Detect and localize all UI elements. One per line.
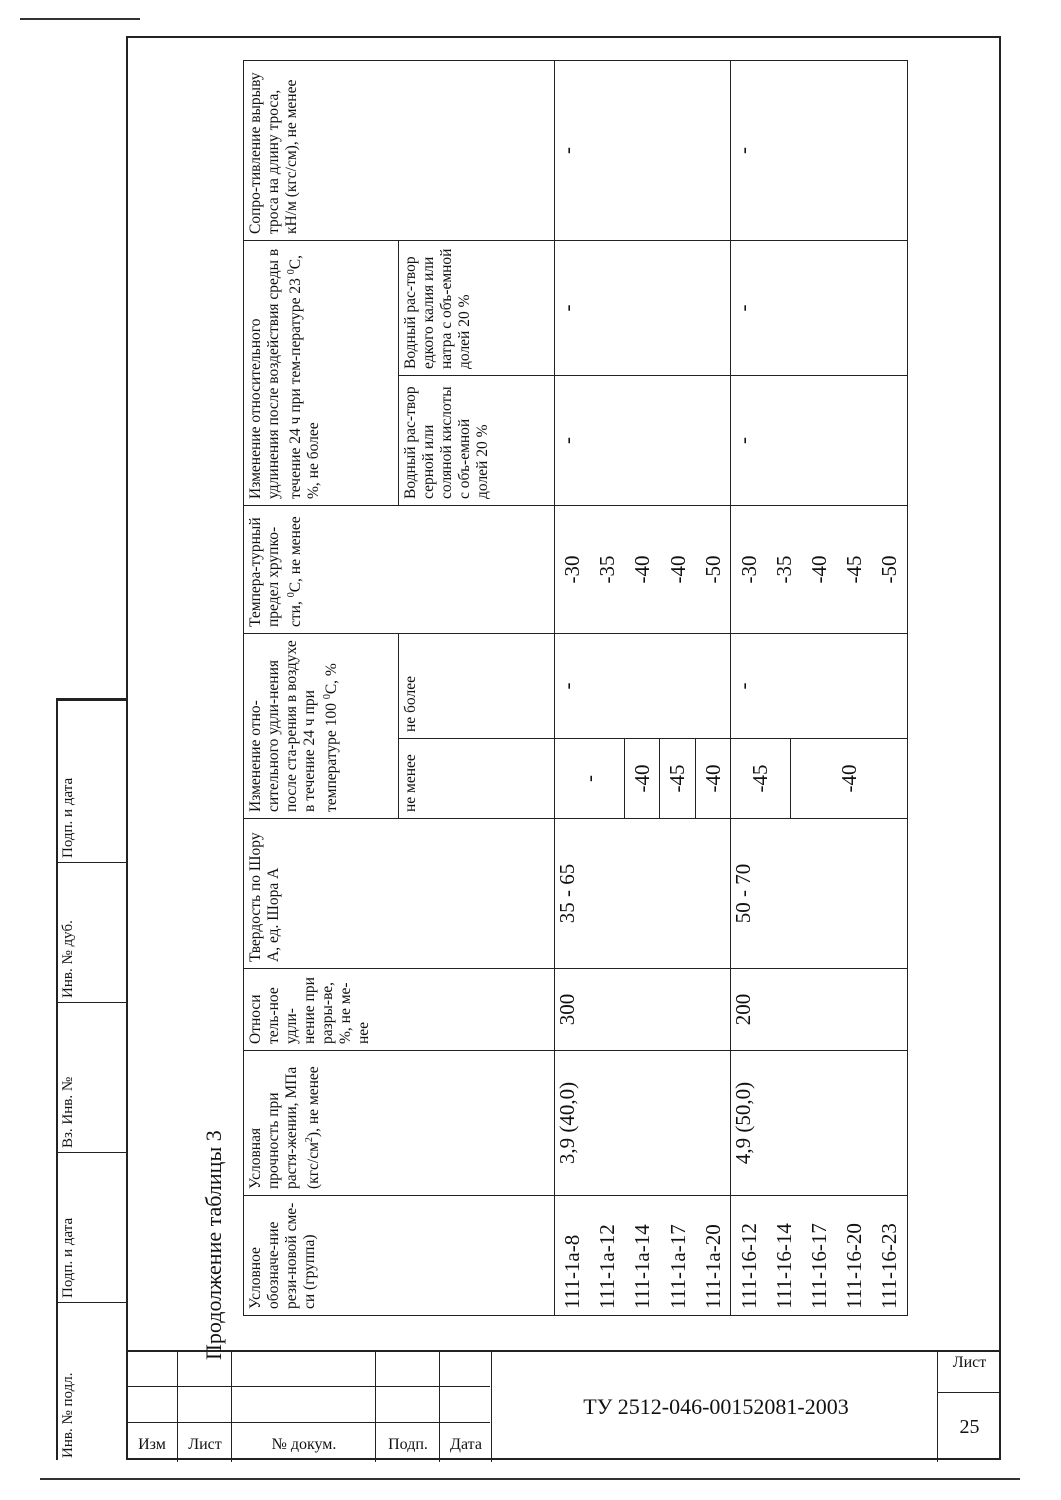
- rotated-table-area: [201, 60, 1013, 1400]
- code: 111-16-23: [877, 1223, 902, 1309]
- group2-alkali: -: [731, 240, 908, 375]
- group2-elongation: 200: [731, 969, 908, 1051]
- brittleness-value: -40: [807, 555, 832, 584]
- tb-label-podp: Подп.: [388, 1436, 428, 1453]
- group1-hardness: 35 - 65: [554, 819, 731, 969]
- hdr-elongation: Относи тель-ное удли-нение при разры-ве, %, не ме-нее: [244, 969, 555, 1051]
- group1-codes: [555, 1196, 731, 1315]
- brittleness-value: -50: [877, 555, 902, 584]
- hdr-strength: Условная прочность при растя-жении, МПа $(кгс/см^2)$, не менее: [244, 1051, 555, 1196]
- hdr-chem: Изменение относительного удлинения после воздействия среды в течение 24 ч при тем-пературе 23 $^0$С, %, не более: [244, 240, 399, 505]
- sheet-label: Лист: [952, 1354, 987, 1371]
- tb-row-line: [126, 1386, 490, 1387]
- group1-tearout: -: [554, 60, 731, 240]
- group1-strength: 3,9 (40,0): [554, 1051, 731, 1196]
- strip-vz-inv: Вз. Инв. №: [58, 1002, 128, 1152]
- strip-inv-dub: Инв. № дуб.: [58, 862, 128, 1002]
- hdr-air-min: не менее: [399, 739, 554, 819]
- code: 111-1а-8: [560, 1234, 585, 1309]
- group2-tearout: -: [731, 60, 908, 240]
- table-row: [554, 60, 731, 1315]
- tb-label-data: Дата: [450, 1436, 482, 1453]
- group2-air-max: -: [731, 633, 908, 738]
- table-caption: Продолжение таблицы 3: [201, 1130, 226, 1360]
- air-min-value: -: [577, 775, 602, 782]
- brittleness-value: -50: [700, 555, 725, 584]
- code: 111-1а-14: [630, 1224, 655, 1309]
- air-min-value: -40: [624, 739, 660, 818]
- brittleness-value: -30: [736, 555, 761, 584]
- air-min-value: -45: [659, 739, 695, 818]
- hdr-chem-acid: Водный рас-твор серной или соляной кислоты с объ-емной долей 20 %: [399, 375, 554, 505]
- group1-brittleness: [555, 506, 731, 633]
- code: 111-16-20: [842, 1223, 867, 1309]
- hdr-brittleness: Темпера-турный предел хрупко-сти, $^0$С, не менее: [244, 505, 555, 633]
- brittleness-value: -40: [665, 555, 690, 584]
- strip-podp-data-2: Подп. и дата: [58, 700, 128, 862]
- brittleness-value: -40: [630, 555, 655, 584]
- sheet-number: 25: [938, 1392, 1001, 1461]
- group1-elongation: 300: [554, 969, 731, 1051]
- hdr-designation: Условное обозначе-ние рези-новой сме-си (группа): [244, 1196, 555, 1316]
- hdr-air-aging: Изменение отно-сительного удли-нения после ста-рения в воздухе в течение 24 ч при температуре 100 $^0$С, %: [244, 633, 399, 818]
- brittleness-value: -35: [771, 555, 796, 584]
- code: 111-16-17: [807, 1223, 832, 1309]
- strip-podp-data-1: Подп. и дата: [58, 1152, 128, 1302]
- group2-codes: [731, 1196, 907, 1315]
- air-min-value: -40: [695, 739, 731, 818]
- scan-line-top: [20, 18, 140, 20]
- code: 111-16-14: [771, 1223, 796, 1309]
- tb-row-line: [126, 1422, 490, 1423]
- group2-strength: 4,9 (50,0): [731, 1051, 908, 1196]
- scan-line-bottom: [40, 1478, 1020, 1480]
- tb-label-izm: Изм: [138, 1436, 166, 1453]
- hdr-air-max: не более: [399, 633, 554, 738]
- tb-label-docno: № докум.: [271, 1436, 337, 1453]
- air-min-value: -45: [748, 764, 773, 793]
- group1-acid: -: [554, 375, 731, 505]
- spec-table: [243, 60, 908, 1316]
- brittleness-value: -30: [560, 555, 585, 584]
- group1-air-max: -: [554, 633, 731, 738]
- hdr-hardness: Твердость по Шору А, ед. Шора А: [244, 819, 555, 969]
- group2-hardness: 50 - 70: [731, 819, 908, 969]
- tb-label-list: Лист: [188, 1436, 222, 1453]
- table-row: [731, 60, 908, 1315]
- hdr-tearout: Сопро-тивление вырыву троса на длину троса, кН/м (кгс/см), не менее: [244, 60, 555, 240]
- group1-alkali: -: [554, 240, 731, 375]
- code: 111-1а-17: [665, 1224, 690, 1309]
- brittleness-value: -45: [842, 555, 867, 584]
- strip-inv-podl: Инв. № подл.: [58, 1302, 128, 1462]
- code: 111-1а-20: [700, 1224, 725, 1309]
- signature-strip: [56, 698, 126, 1460]
- brittleness-value: -35: [595, 555, 620, 584]
- code: 111-1а-12: [595, 1224, 620, 1309]
- document-code: ТУ 2512-046-00152081-2003: [583, 1394, 849, 1419]
- group2-acid: -: [731, 375, 908, 505]
- group2-brittleness: [731, 506, 907, 633]
- group2-air-min: [731, 739, 907, 818]
- code: 111-16-12: [736, 1223, 761, 1309]
- air-min-value: -40: [790, 739, 907, 818]
- group1-air-min: [555, 739, 731, 818]
- hdr-chem-alkali: Водный рас-твор едкого калия или натра с объ-емной долей 20 %: [399, 240, 554, 375]
- title-block: [126, 1350, 1001, 1462]
